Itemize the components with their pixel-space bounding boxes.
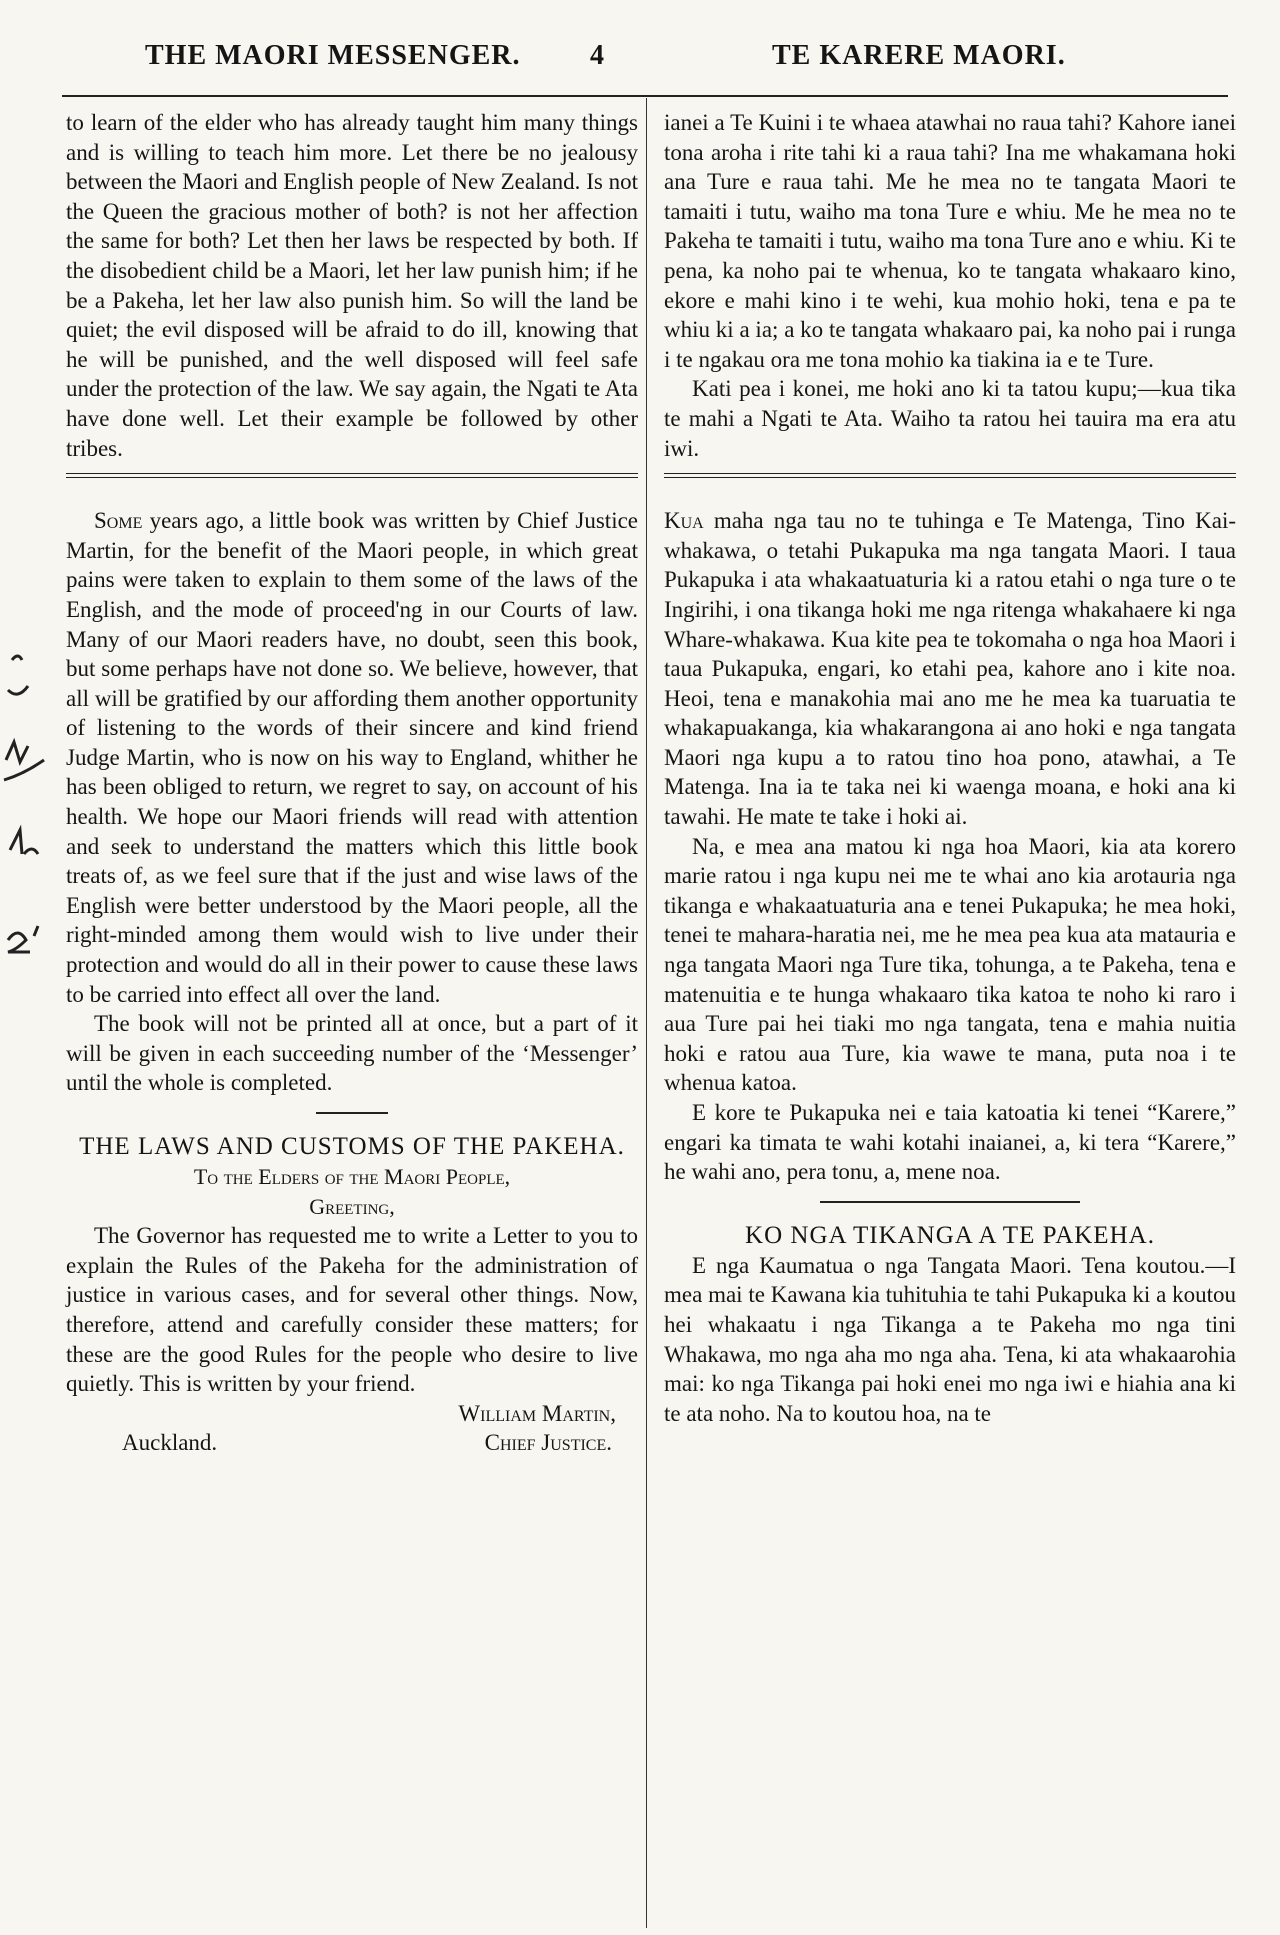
paragraph: The book will not be printed all at once, but a part of it will be given in each succeeding number of the ‘Messenger’ until the whole is completed. [66,1011,638,1096]
maori-column [664,108,1236,1428]
paragraph [664,506,1236,832]
column-divider [646,98,647,1928]
ngati-te-ata-article-maori [664,108,1236,463]
article-title: KO NGA TIKANGA A TE PAKEHA. [745,1221,1155,1249]
section-rule [66,473,638,478]
paragraph: E kore te Pukapuka nei e taia katoatia ki tenei “Karere,” engari ka timata te wahi kotahi inaianei, a, ki tera “Karere,” he wahi ano, pera tonu, a, mene noa. [664,1100,1236,1185]
page-number: 4 [590,40,605,71]
header-english-title: THE MAORI MESSENGER. [145,40,521,71]
article-title: THE LAWS AND CUSTOMS OF THE PAKEHA. [79,1133,625,1160]
martin-book-notice-maori [664,506,1236,1187]
section-rule [820,1201,1080,1203]
header-maori-title: TE KARERE MAORI. [772,40,1066,71]
signature-name: William Martin, [458,1400,616,1426]
signature-title: Chief Justice. [484,1430,612,1456]
ngati-te-ata-article-english [66,108,638,463]
martin-book-notice-english [66,506,638,1098]
paragraph-text: maha nga tau no te tuhinga e Te Matenga, Tino Kai-whakawa, o tetahi Pukapuka ma nga tangata Maori. I taua Pukapuka i ata whakaatuaturia ki a ratou etahi o nga ture o te Ingirihi, i ona tikanga hoki me nga ritenga whakahaere ki nga Whare-whakawa. Kua kite pea te tokomaha o nga hoa Maori i taua Pukapuka, engari, ko etahi pea, kahore ano i kite noa. Heoi, tena e manakohia mai ano me he mea ka tuaruatia te whakapuakanga, kia whakarangona ai ano hoki e nga tangata Maori nga kupu a to ratou tino hoa pono, atawhai, a Te Matenga. Ina ia te taka nei ki waenga moana, e hoki ana ki tawahi. He mate te take i hoki ai. [664,508,1236,830]
laws-and-customs-english [66,1132,638,1458]
laws-and-customs-maori [664,1221,1236,1429]
paragraph: ianei a Te Kuini i te whaea atawhai no raua tahi? Kahore ianei tona aroha i rite tahi ki a raua tahi? Ina me whakamana hoki ana Ture e raua tahi. Me he mea no te tangata Maori te tamaiti i tutu, waiho ma tona Ture e whiu. Me he mea no te Pakeha te tamaiti i tutu, waiho ma tona Ture ano e whiu. Ki te pena, ka noho pai te whenua, ko te tangata whakaaro kino, ekore e mahi kino i te wehi, kua mohio hoki, tena e pa te whiu ki a ia; a ko te tangata whakaaro pai, ka noho pai i runga i te ngakau ora me tona mohio ka tiakina ia e te Ture. [664,110,1236,372]
paragraph-text: years ago, a little book was written by Chief Justice Martin, for the benefit of the Maori people, in which great pains were taken to explain to them some of the laws of the English, and the mode of proceed'ng in our Courts of law. Many of our Maori readers have, no doubt, seen this book, but some perhaps have not done so. We believe, however, that all will be gratified by our affording them another opportunity of listening to the words of their sincere and kind friend Judge Martin, who is now on his way to England, whither he has been obliged to return, we regret to say, on account of his health. We hope our Maori friends will read with attention and seek to understand the matters which this little book treats of, as we feel sure that if the just and wise laws of the English were better understood by the Maori people, all the right-minded among them would wish to live under their protection and would do all in their power to cause these laws to be carried into effect all over the land. [66,508,639,1007]
paragraph [66,506,638,1009]
signature-row [66,1428,638,1458]
section-rule [664,473,1236,478]
paragraph: Na, e mea ana matou ki nga hoa Maori, kia ata korero marie ratou i nga kupu nei me te whai ano kia arotauria nga tikanga e whakaatuaturia ana e tenei Pukapuka; he mea hoki, tenei te mahara-haratia nei, me he mea pea kua ata matauria e nga tangata Maori nga Ture tika, tohunga, a te Pakeha, tena e matenuitia e te hunga whakaaro tika katoa te noho ki raro i aua Ture pai hei tiaki mo nga tangata, tena e mahia nuitia hoki e ratou aua Ture, kia wawe te mana, puta noa i te whenua katoa. [664,833,1236,1096]
address-line: To the Elders of the Maori People, [193,1164,511,1189]
english-column [66,108,638,1458]
greeting-line: Greeting, [309,1193,395,1219]
lead-word: Kua [664,508,704,534]
letter-body: The Governor has requested me to write a Letter to you to explain the Rules of the Pakeha for the administration of justice in various cases, and for several other things. Now, therefore, attend and carefully consider these matters; for these are the good Rules for the people who desire to live quietly. This is written by your friend. [66,1223,638,1397]
handwritten-margin-notes [0,640,62,1040]
letter-body: E nga Kaumatua o nga Tangata Maori. Tena koutou.—I mea mai te Kawana kia tuhituhia te tahi Pukapuka ki a koutou hei whakaatu i nga Tikanga a te Pakeha mo nga tini Whakawa, mo nga aha mo nga aha. Tena, ki ata whakaarohia mai: ko nga Tikanga pai hoki enei mo nga iwi e hiahia ana ki te ata noho. Na to koutou hoa, na te [664,1252,1236,1426]
signature-place: Auckland. [122,1430,218,1456]
paragraph: to learn of the elder who has already taught him many things and is willing to teach him more. Let there be no jealousy between the Maori and English people of New Zealand. Is not the Queen the gracious mother of both? is not her affection the same for both? Let then her laws be respected by both. If the disobedient child be a Maori, let her law punish him; if he be a Pakeha, let her law also punish him. So will the land be quiet; the evil disposed will be afraid to do ill, knowing that he will be punished, and the well disposed will feel safe under the protection of the law. We say again, the Ngati te Ata have done well. Let their example be followed by other tribes. [66,110,638,461]
paragraph: Kati pea i konei, me hoki ano ki ta tatou kupu;—kua tika te mahi a Ngati te Ata. Waiho ta ratou hei tauira ma era atu iwi. [664,376,1236,461]
lead-word: Some [94,508,143,534]
page-header [60,40,1230,90]
section-rule [316,1112,388,1114]
header-rule [62,95,1228,97]
